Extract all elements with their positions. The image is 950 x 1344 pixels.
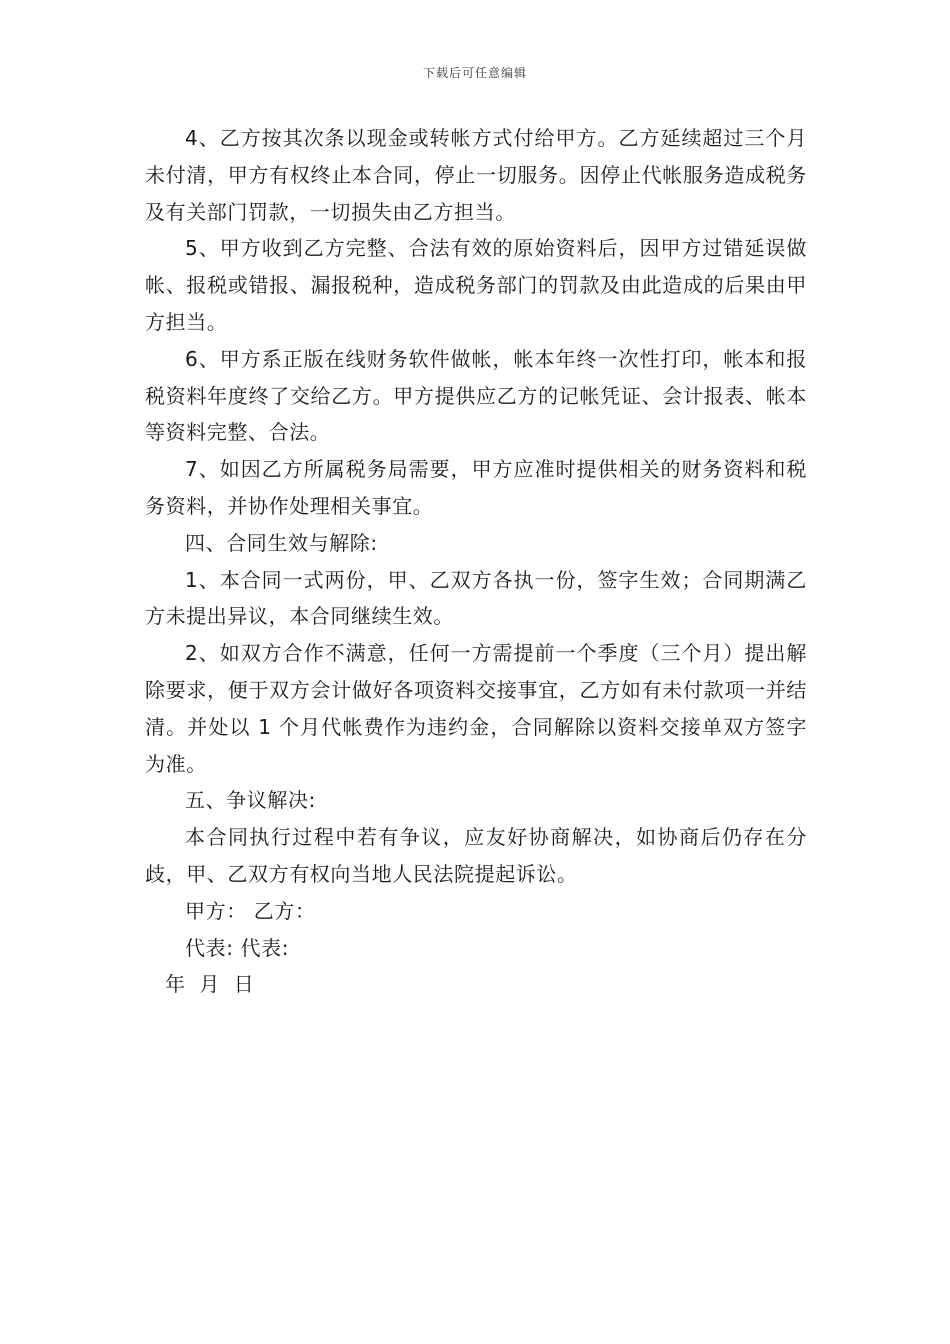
signature-date: 年 月 日 [165,972,258,997]
signature-representatives: 代表: 代表: [185,935,290,960]
signature-parties: 甲方： 乙方： [185,898,316,923]
section-4-clause-1: 1、本合同一式两份，甲、乙双方各执一份，签字生效；合同期满乙方未提出异议，本合同继续生效。 [145,567,807,629]
clause-5: 5、甲方收到乙方完整、合法有效的原始资料后，因甲方过错延误做帐、报税或错报、漏报税种，造成税务部门的罚款及由此造成的后果由甲方担当。 [145,236,807,334]
clause-4: 4、乙方按其次条以现金或转帐方式付给甲方。乙方延续超过三个月未付清，甲方有权终止本合同，停止一切服务。因停止代帐服务造成税务及有关部门罚款，一切损失由乙方担当。 [145,126,807,224]
section-5-clause: 本合同执行过程中若有争议，应友好协商解决，如协商后仍存在分歧，甲、乙双方有权向当地人民法院提起诉讼。 [145,825,807,886]
contract-body [145,120,807,1003]
section-4-heading: 四、合同生效与解除: [185,530,378,555]
section-5-heading: 五、争议解决: [185,788,316,813]
clause-7: 7、如因乙方所属税务局需要，甲方应准时提供相关的财务资料和税务资料，并协作处理相关事宜。 [145,457,807,518]
clause-6: 6、甲方系正版在线财务软件做帐，帐本年终一次性打印，帐本和报税资料年度终了交给乙方。甲方提供应乙方的记帐凭证、会计报表、帐本等资料完整、合法。 [145,346,807,445]
section-4-clause-2: 2、如双方合作不满意，任何一方需提前一个季度（三个月）提出解除要求，便于双方会计做好各项资料交接事宜，乙方如有未付款项一并结清。并处以 1 个月代帐费作为违约金，合同解除以资料交接单双方签字为准。 [145,641,807,776]
page-header-note: 下载后可任意编辑 [422,66,527,80]
